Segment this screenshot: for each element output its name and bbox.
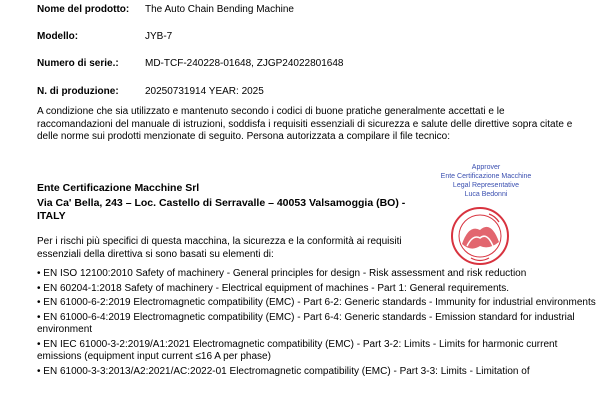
- standard-item: • EN 60204-1:2018 Safety of machinery - Electrical equipment of machines - Part 1: General requirements.: [37, 282, 510, 294]
- model-label: Modello:: [37, 31, 79, 42]
- organization-address: Via Ca' Bella, 243 – Loc. Castello di Serravalle – 40053 Valsamoggia (BO) - ITALY: [37, 197, 406, 222]
- approver-org: Ente Certificazione Macchine: [440, 173, 532, 180]
- production-label: N. di produzione:: [37, 86, 119, 97]
- model-value: JYB-7: [145, 31, 173, 42]
- declaration-paragraph: A condizione che sia utilizzato e mantenuto secondo i codici di buone pratiche generalmente accettati e le raccomandazioni del manuale di istruzioni, soddisfa i requisiti essenziali di sicurezza e salute delle direttive sopra citate e delle norme sui prodotti menzionate di seguito. Persona autorizzata a compilare il file tecnico:: [37, 106, 573, 142]
- approver-block: [412, 163, 560, 199]
- serial-label: Numero di serie.:: [37, 58, 119, 69]
- organization-name: Ente Certificazione Macchine Srl: [37, 182, 200, 194]
- approver-title: Approver: [471, 164, 501, 171]
- standard-item: • EN 61000-3-3:2013/A2:2021/AC:2022-01 Electromagnetic compatibility (EMC) - Part 3-3: Limits - Limitation of: [37, 365, 530, 377]
- product-name-label: Nome del prodotto:: [37, 4, 130, 15]
- production-value: 20250731914 YEAR: 2025: [145, 86, 264, 97]
- ecm-stamp-icon: [449, 206, 511, 266]
- standard-item: • EN 61000-6-2:2019 Electromagnetic compatibility (EMC) - Part 6-2: Generic standards - Immunity for industrial environments: [37, 297, 596, 308]
- standards-list: [37, 268, 597, 380]
- standard-item: • EN ISO 12100:2010 Safety of machinery - General principles for design - Risk assessment and risk reduction: [37, 268, 527, 279]
- product-name-value: The Auto Chain Bending Machine: [145, 4, 294, 15]
- approver-person: Luca Bedonni: [464, 191, 508, 198]
- risk-paragraph: Per i rischi più specifici di questa macchina, la sicurezza e la conformità ai requisiti essenziali della direttiva si sono basati su elementi di:: [37, 236, 402, 260]
- approver-role: Legal Representative: [452, 182, 520, 189]
- standard-item: • EN 61000-6-4:2019 Electromagnetic compatibility (EMC) - Part 6-4: Generic standards - Emission standard for industrial environment: [37, 311, 575, 335]
- standard-item: • EN IEC 61000-3-2:2019/A1:2021 Electromagnetic compatibility (EMC) - Part 3-2: Limits - Limits for harmonic current emissions (equipment input current ≤16 A per phase): [37, 338, 558, 362]
- serial-value: MD-TCF-240228-01648, ZJGP24022801648: [145, 58, 344, 69]
